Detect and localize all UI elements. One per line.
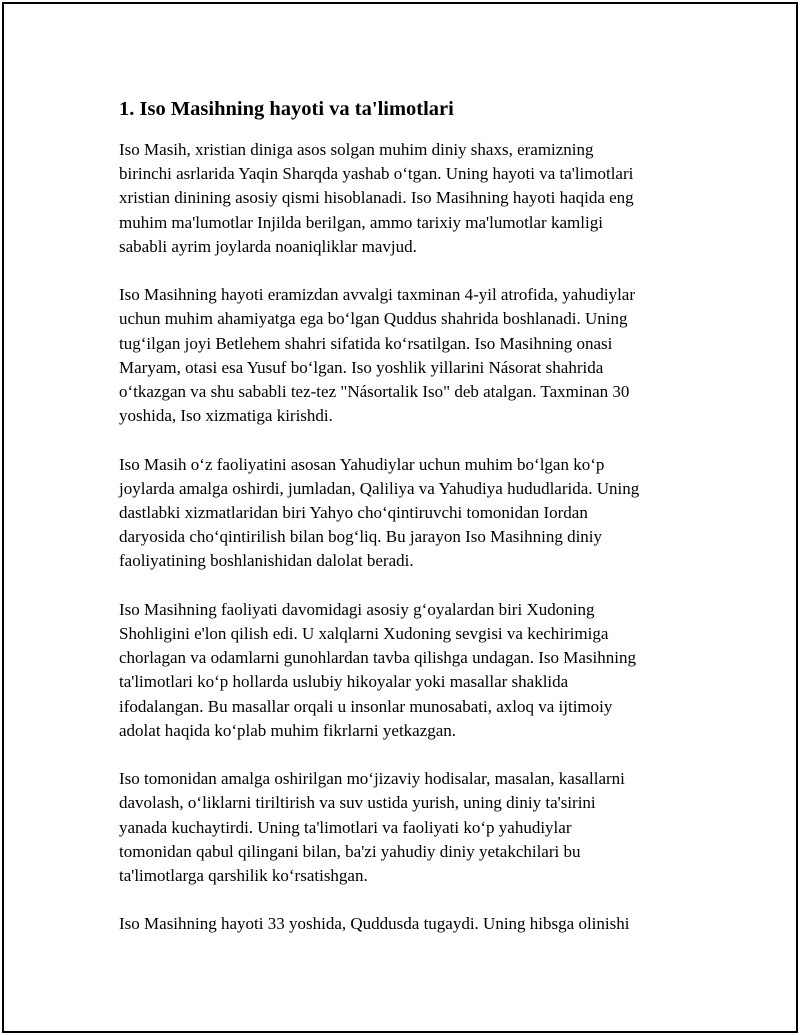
text-line: dastlabki xizmatlaridan biri Yahyo choʻqintiruvchi tomonidan Iordan <box>119 503 588 523</box>
text-line: birinchi asrlarida Yaqin Sharqda yashab oʻtgan. Uning hayoti va ta'limotlari <box>119 164 634 184</box>
text-line: ifodalangan. Bu masallar orqali u insonlar munosabati, axloq va ijtimoiy <box>119 696 613 716</box>
page-frame <box>2 2 798 1033</box>
text-line: uchun muhim ahamiyatga ega boʻlgan Quddus shahrida boshlanadi. Uning <box>119 309 628 329</box>
text-line: daryosida choʻqintirilish bilan bogʻliq. Bu jarayon Iso Masihning diniy <box>119 527 603 547</box>
paragraph <box>119 767 699 888</box>
text-line: tugʻilgan joyi Betlehem shahri sifatida koʻrsatilgan. Iso Masihning onasi <box>119 333 613 353</box>
paragraph <box>119 453 699 574</box>
text-line: ta'limotlarga qarshilik koʻrsatishgan. <box>119 866 368 886</box>
text-line: Shohligini e'lon qilish edi. U xalqlarni Xudoning sevgisi va kechirimiga <box>119 624 609 644</box>
text-line: Iso tomonidan amalga oshirilgan moʻjizaviy hodisalar, masalan, kasallarni <box>119 769 625 789</box>
paragraph <box>119 912 699 936</box>
text-line: adolat haqida koʻplab muhim fikrlarni yetkazgan. <box>119 720 457 740</box>
document-body <box>119 94 699 961</box>
text-line: Maryam, otasi esa Yusuf boʻlgan. Iso yoshlik yillarini Násorat shahrida <box>119 357 604 377</box>
text-line: Iso Masihning hayoti eramizdan avvalgi taxminan 4-yil atrofida, yahudiylar <box>119 285 635 305</box>
text-line: tomonidan qabul qilingani bilan, ba'zi yahudiy diniy yetakchilari bu <box>119 841 581 861</box>
text-line: xristian dinining asosiy qismi hisoblanadi. Iso Masihning hayoti haqida eng <box>119 188 634 208</box>
text-line: muhim ma'lumotlar Injilda berilgan, ammo tarixiy ma'lumotlar kamligi <box>119 212 603 232</box>
text-line: sababli ayrim joylarda noaniqliklar mavjud. <box>119 236 417 256</box>
text-line: yoshida, Iso xizmatiga kirishdi. <box>119 406 333 426</box>
text-line: joylarda amalga oshirdi, jumladan, Qaliliya va Yahudiya hududlarida. Uning <box>119 478 640 498</box>
text-line: Iso Masihning hayoti 33 yoshida, Quddusda tugaydi. Uning hibsga olinishi <box>119 914 630 934</box>
text-line: Iso Masih, xristian diniga asos solgan muhim diniy shaxs, eramizning <box>119 140 594 159</box>
paragraph-list <box>119 138 699 937</box>
text-line: ta'limotlari koʻp hollarda uslubiy hikoyalar yoki masallar shaklida <box>119 672 569 692</box>
paragraph <box>119 598 699 743</box>
text-line: yanada kuchaytirdi. Uning ta'limotlari va faoliyati koʻp yahudiylar <box>119 817 572 837</box>
document-title: 1. Iso Masihning hayoti va ta'limotlari <box>119 98 454 120</box>
paragraph <box>119 283 699 428</box>
text-line: oʻtkazgan va shu sababli tez-tez "Násortalik Iso" deb atalgan. Taxminan 30 <box>119 382 630 402</box>
text-line: chorlagan va odamlarni gunohlardan tavba qilishga undagan. Iso Masihning <box>119 648 636 668</box>
text-line: davolash, oʻliklarni tiriltirish va suv ustida yurish, uning diniy ta'sirini <box>119 793 596 813</box>
text-line: Iso Masihning faoliyati davomidagi asosiy gʻoyalardan biri Xudoning <box>119 599 595 619</box>
text-line: Iso Masih oʻz faoliyatini asosan Yahudiylar uchun muhim boʻlgan koʻp <box>119 454 605 474</box>
text-line: faoliyatining boshlanishidan dalolat beradi. <box>119 551 414 571</box>
paragraph <box>119 138 699 259</box>
